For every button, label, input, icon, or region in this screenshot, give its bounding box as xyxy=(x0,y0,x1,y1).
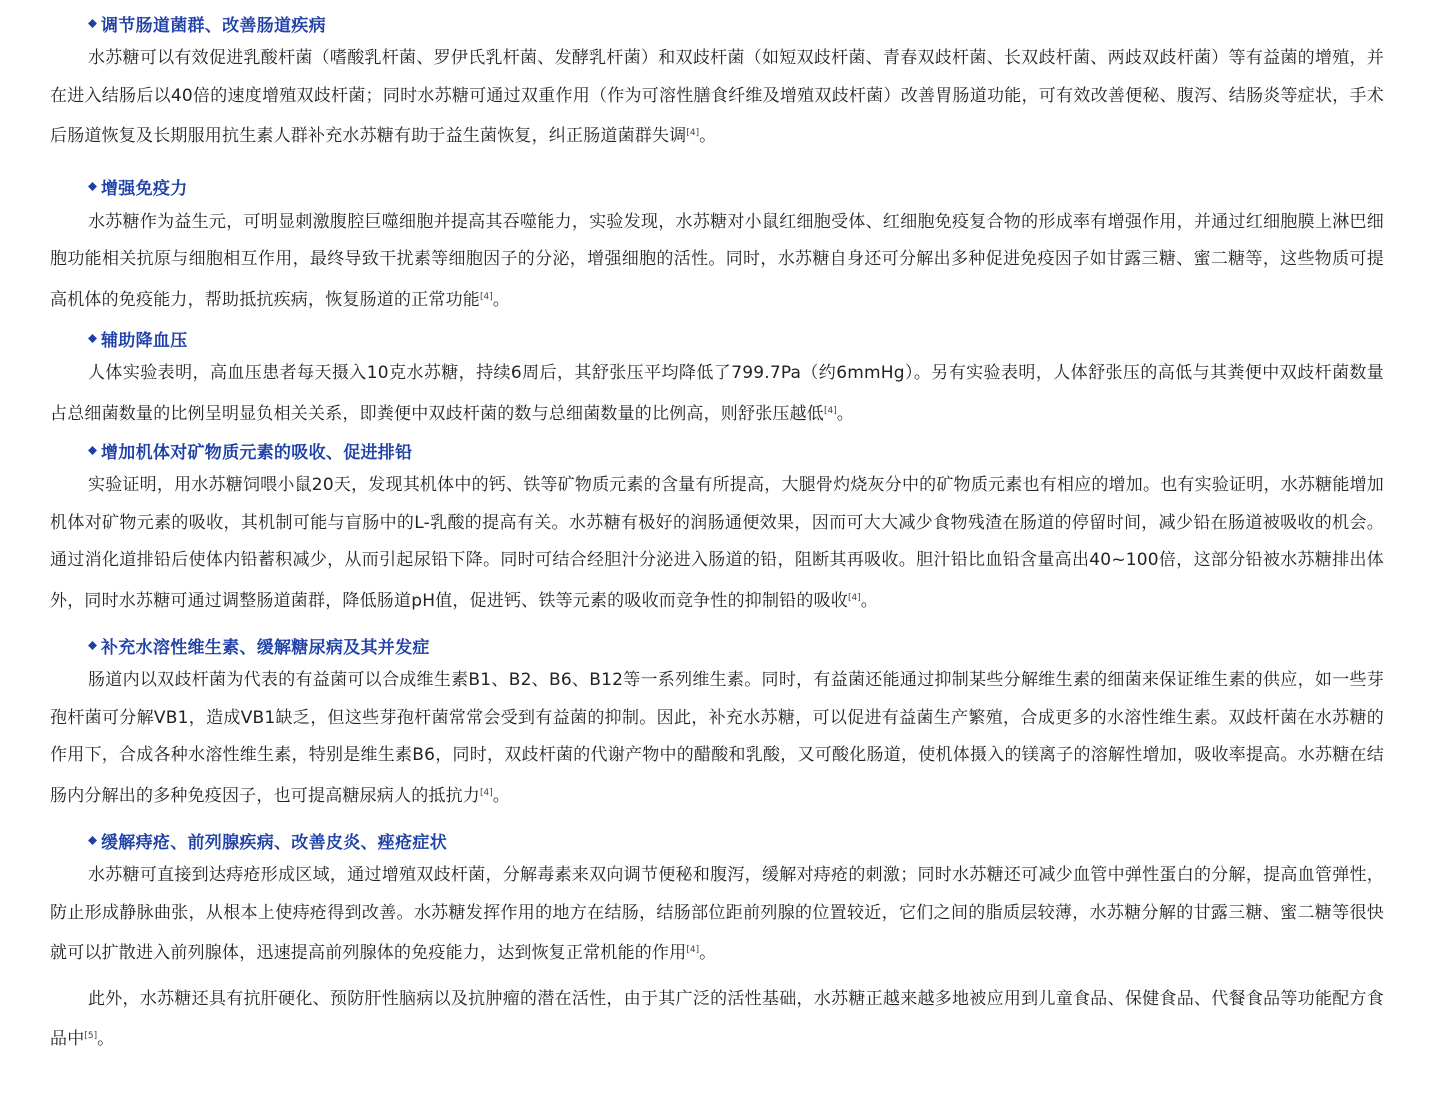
paragraph-end: 。 xyxy=(699,126,717,146)
paragraph-end: 。 xyxy=(97,1029,115,1049)
section-vitamins-diabetes xyxy=(50,632,1384,815)
diamond-bullet-icon xyxy=(88,19,97,28)
paragraph-text: 水苏糖可以有效促进乳酸杆菌（嗜酸乳杆菌、罗伊氏乳杆菌、发酵乳杆菌）和双歧杆菌（如短双歧杆菌、青春双歧杆菌、长双歧杆菌、两歧双歧杆菌）等有益菌的增殖，并在进入结肠后以40倍的速度增殖双歧杆菌；同时水苏糖可通过双重作用（作为可溶性膳食纤维及增殖双歧杆菌）改善胃肠道功能，可有效改善便秘、腹泻、结肠炎等症状，手术后肠道恢复及长期服用抗生素人群补充水苏糖有助于益生菌恢复，纠正肠道菌群失调 xyxy=(50,48,1384,146)
section-mineral-absorption xyxy=(50,437,1384,620)
section-paragraph xyxy=(50,204,1384,320)
paragraph-end: 。 xyxy=(492,289,510,310)
citation-link[interactable]: [4] xyxy=(686,128,700,138)
section-paragraph xyxy=(50,40,1384,156)
paragraph-text: 此外，水苏糖还具有抗肝硬化、预防肝性脑病以及抗肿瘤的潜在活性，由于其广泛的活性基础，水苏糖正越来越多地被应用到儿童食品、保健食品、代餐食品等功能配方食品中 xyxy=(50,988,1384,1049)
section-heading xyxy=(88,174,1384,200)
paragraph-end: 。 xyxy=(836,403,854,424)
section-heading xyxy=(88,827,1384,853)
section-paragraph xyxy=(50,467,1384,620)
section-paragraph xyxy=(50,857,1384,973)
citation-link[interactable]: [4] xyxy=(824,405,837,416)
section-blood-pressure xyxy=(50,325,1384,433)
section-heading-text: 辅助降血压 xyxy=(101,330,188,351)
section-heading-text: 缓解痔疮、前列腺疾病、改善皮炎、痤疮症状 xyxy=(101,832,447,853)
paragraph-text: 水苏糖作为益生元，可明显刺激腹腔巨噬细胞并提高其吞噬能力，实验发现，水苏糖对小鼠红细胞受体、红细胞免疫复合物的形成率有增强作用，并通过红细胞膜上淋巴细胞功能相关抗原与细胞相互作用，最终导致干扰素等细胞因子的分泌，增强细胞的活性。同时，水苏糖自身还可分解出多种促进免疫因子如甘露三糖、蜜二糖等，这些物质可提高机体的免疫能力，帮助抵抗疾病，恢复肠道的正常功能 xyxy=(50,211,1384,310)
citation-link[interactable]: [4] xyxy=(480,291,493,302)
citation-link[interactable]: [4] xyxy=(686,945,700,955)
section-heading xyxy=(88,632,1384,658)
section-paragraph xyxy=(50,355,1384,433)
paragraph-text: 实验证明，用水苏糖饲喂小鼠20天，发现其机体中的钙、铁等矿物质元素的含量有所提高，大腿骨灼烧灰分中的矿物质元素也有相应的增加。也有实验证明，水苏糖能增加机体对矿物元素的吸收，其机制可能与盲肠中的L-乳酸的提高有关。水苏糖有极好的润肠通便效果，因而可大大减少食物残渣在肠道的停留时间，减少铅在肠道被吸收的机会。通过消化道排铅后使体内铅蓄积减少，从而引起尿铅下降。同时可结合经胆汁分泌进入肠道的铅，阻断其再吸收。胆汁铅比血铅含量高出40~100倍，这部分铅被水苏糖排出体外，同时水苏糖可通过调整肠道菌群，降低肠道pH值，促进钙、铁等元素的吸收而竞争性的抑制铅的吸收 xyxy=(50,475,1384,611)
section-heading xyxy=(88,325,1384,351)
section-heading-text: 补充水溶性维生素、缓解糖尿病及其并发症 xyxy=(101,637,430,658)
diamond-bullet-icon xyxy=(88,836,97,845)
paragraph-end: 。 xyxy=(699,943,717,963)
paragraph-text: 人体实验表明，高血压患者每天摄入10克水苏糖，持续6周后，其舒张压平均降低了799.7Pa（约6mmHg）。另有实验表明，人体舒张压的高低与其粪便中双歧杆菌数量占总细菌数量的比例呈明显负相关关系，即粪便中双歧杆菌的数与总细菌数量的比例高，则舒张压越低 xyxy=(50,363,1384,424)
diamond-bullet-icon xyxy=(88,182,97,191)
section-intestinal-flora xyxy=(50,10,1384,156)
paragraph-end: 。 xyxy=(492,785,510,806)
article-body xyxy=(50,6,1384,1059)
citation-link[interactable]: [5] xyxy=(84,1031,98,1041)
section-heading xyxy=(88,10,1384,36)
section-paragraph xyxy=(50,662,1384,815)
citation-link[interactable]: [4] xyxy=(847,592,861,603)
section-hemorrhoids-prostate xyxy=(50,827,1384,973)
diamond-bullet-icon xyxy=(88,334,97,343)
paragraph-text: 肠道内以双歧杆菌为代表的有益菌可以合成维生素B1、B2、B6、B12等一系列维生素。同时，有益菌还能通过抑制某些分解维生素的细菌来保证维生素的供应，如一些芽孢杆菌可分解VB1，造成VB1缺乏，但这些芽孢杆菌常常会受到有益菌的抑制。因此，补充水苏糖，可以促进有益菌生产繁殖，合成更多的水溶性维生素。双歧杆菌在水苏糖的作用下，合成各种水溶性维生素，特别是维生素B6，同时，双歧杆菌的代谢产物中的醋酸和乳酸，又可酸化肠道，使机体摄入的镁离子的溶解性增加，吸收率提高。水苏糖在结肠内分解出的多种免疫因子，也可提高糖尿病人的抵抗力 xyxy=(50,670,1384,806)
paragraph-text: 水苏糖可直接到达痔疮形成区域，通过增殖双歧杆菌，分解毒素来双向调节便秘和腹泻，缓解对痔疮的刺激；同时水苏糖还可减少血管中弹性蛋白的分解，提高血管弹性，防止形成静脉曲张，从根本上使痔疮得到改善。水苏糖发挥作用的地方在结肠，结肠部位距前列腺的位置较近，它们之间的脂质层较薄，水苏糖分解的甘露三糖、蜜二糖等很快就可以扩散进入前列腺体，迅速提高前列腺体的免疫能力，达到恢复正常机能的作用 xyxy=(50,865,1384,963)
citation-link[interactable]: [4] xyxy=(480,787,493,798)
section-closing xyxy=(50,981,1384,1059)
section-heading-text: 增强免疫力 xyxy=(101,179,188,199)
diamond-bullet-icon xyxy=(88,641,97,650)
paragraph-end: 。 xyxy=(860,590,878,611)
diamond-bullet-icon xyxy=(88,446,97,455)
section-heading-text: 调节肠道菌群、改善肠道疾病 xyxy=(101,15,326,36)
section-heading xyxy=(88,437,1384,463)
closing-paragraph xyxy=(50,981,1384,1059)
section-heading-text: 增加机体对矿物质元素的吸收、促进排铅 xyxy=(101,442,413,463)
section-immunity xyxy=(50,174,1384,320)
